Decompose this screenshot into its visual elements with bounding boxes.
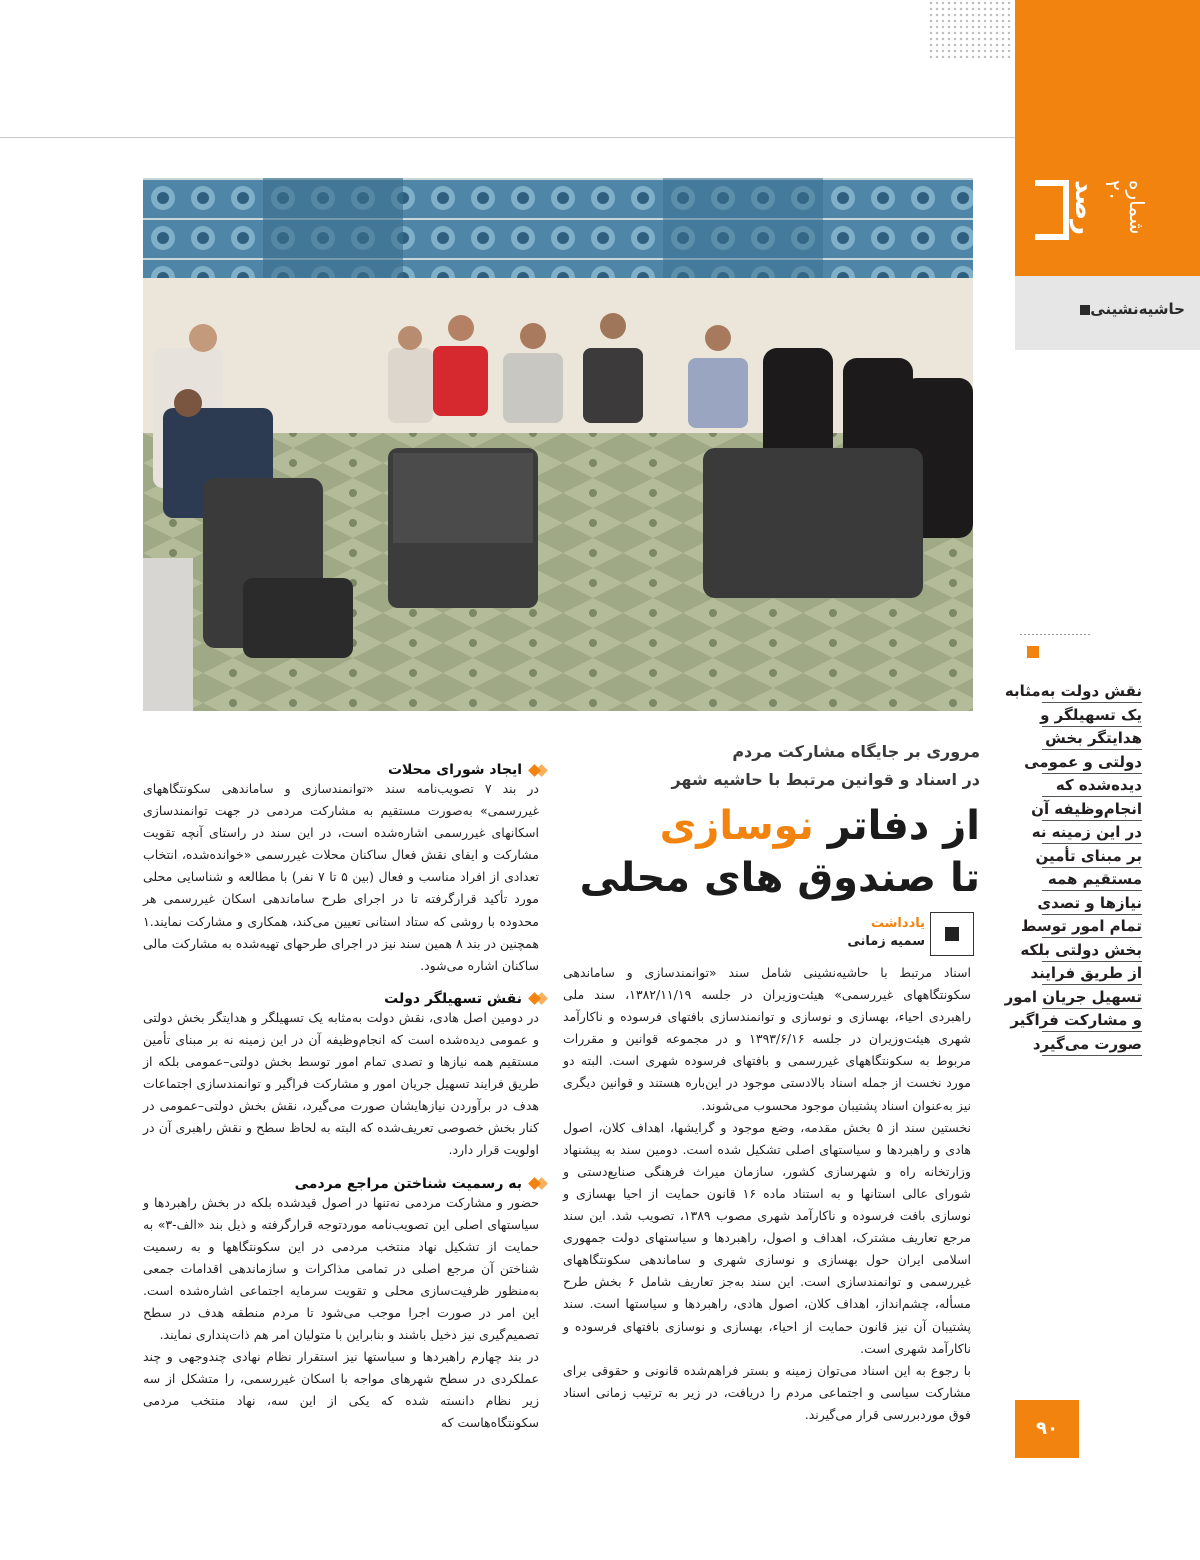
section-heading-text: نقش تسهیلگر دولت (384, 990, 522, 1007)
brand-name: رصد (1069, 180, 1099, 236)
diamond-bullet-icon (528, 992, 541, 1005)
diamond-bullet-icon (528, 764, 541, 777)
title-part: از دفاتر (813, 803, 980, 849)
kicker-line: در اسناد و قوانین مرتبط با حاشیه شهر (671, 770, 980, 789)
section-heading-text: ایجاد شورای محلات (387, 762, 522, 778)
section-tag (1035, 300, 1185, 318)
square-bullet-icon (1080, 305, 1090, 315)
section-heading (143, 991, 539, 1007)
meeting-photo (143, 178, 973, 711)
body-paragraph: اسناد مرتبط با حاشیه‌نشینی شامل سند «توانمندسازی و ساماندهی سکونتگاههای غیررسمی» هیئت‌وزیران در جلسه ۱۳۸۲/۱۱/۱۹، سند ملی راهبردی احیاء، بهسازی و نوسازی و توانمندسازی بافتهای فرسوده و ناکارآمد شهری هیئت‌وزیران در جلسه ۱۳۹۳/۶/۱۶ و در مجموعه قوانین و مقررات مربوط به سکونتگاههای غیررسمی و بافتهای فرسوده شهری است. البته دو مورد نخست از جمله اسناد بالادستی موجود در این‌باره هستند و قوانین دیگری نیز به‌عنوان اسناد پشتیبان موجود محسوب می‌شوند. (563, 965, 972, 1113)
body-paragraph: نخستین سند از ۵ بخش مقدمه، وضع موجود و گرایشها، اهداف کلان، اصول هادی و راهبردها و سیاستهای اصلی تشکیل شده است. دومین سند به پیشنهاد وزارتخانه راه و شهرسازی کشور، سازمان میراث فرهنگی صنایع‌دستی و شورای عالی استانها و به استناد ماده ۱۶ قانون حمایت از احیا بهسازی و نوسازی بافت فرسوده و ناکارآمد شهری مصوب ۱۳۸۹، تصویب شد. این سند مرجع تعاریف مشترک، اهداف و اصول، راهبردها و سیاستهای دولت جمهوری اسلامی ایران حول بهسازی و نوسازی شهری و ساماندهی سکونتگاههای غیررسمی و توانمندسازی است. این سند به‌جز تعاریف شامل ۶ بخش طرح مسأله، چشم‌انداز، اهداف کلان، اصول هادی، راهبردها و سیاستها است. سند پشتیبان آن نیز قانون حمایت از احیاء، بهسازی و نوسازی بافتهای فرسوده و ناکارآمد شهری است. (563, 1119, 971, 1356)
pull-quote-line: یک تسهیلگر و (1042, 704, 1142, 727)
pull-quote-marker-icon (1027, 646, 1039, 658)
sidebar-divider (1020, 634, 1090, 635)
byline-square-icon (930, 912, 974, 956)
pull-quote-line: مستقیم همه (1042, 868, 1142, 891)
body-paragraph: حضور و مشارکت مردمی نه‌تنها در اصول قیدشده بلکه در بخش راهبردها و سیاستهای اصلی این تصویب‌نامه موردتوجه قرارگرفته و ذیل بند «الف-۳» به حمایت از تشکیل نهاد منتخب مردمی در این سکونتگاهها و به رسمیت شناختن آن مرجع اصلی در تمامی مذاکرات و سازماندهی اقدامات جمعی به‌منظور ظرفیت‌سازی محلی و تقویت سرمایه اجتماعی اشاره‌شده است. این امر در صورت اجرا موجب می‌شود تا مردم منطقه هدف در سطح تصمیم‌گیری نیز دخیل باشند و بنابراین با متولیان امر هم ذات‌پنداری نمایند. (143, 1194, 539, 1343)
article-body-right (563, 962, 971, 1426)
byline-type: یادداشت (870, 916, 925, 931)
article-title (470, 800, 980, 904)
brand-logo-icon (1035, 180, 1069, 240)
body-paragraph: در بند چهارم راهبردها و سیاستها نیز استقرار نظام نهادی چندوجهی و چند عملکردی در سطح شهرهای مواجه با اسکان غیررسمی، را متشکل از سه زیر نظام دانسته شده که یکی از این سه، نهاد منتخب مردمی سکونتگاه‌هاست که (143, 1349, 539, 1431)
pull-quote (1004, 680, 1142, 1056)
body-paragraph: با رجوع به این اسناد می‌توان زمینه و بستر فراهم‌شده قانونی و حقوقی برای مشارکت سیاسی و اجتماعی مردم را دریافت، در زیر به ترتیب زمانی اسناد فوق موردبررسی قرار می‌گیرند. (563, 1362, 971, 1422)
pull-quote-line: تسهیل جریان امور (1042, 986, 1142, 1009)
section-heading (143, 762, 539, 778)
pull-quote-line: دیده‌شده که (1042, 774, 1142, 797)
title-highlight: نوسازی (659, 803, 814, 849)
meeting-photo-illustration (143, 178, 973, 711)
pull-quote-line: صورت می‌گیرد (1042, 1033, 1142, 1056)
page-number: ۹۰ (1015, 1400, 1079, 1458)
title-line-2: تا صندوق های محلی (579, 855, 980, 901)
article-body-left (143, 762, 539, 1435)
section-heading-text: به رسمیت شناختن مراجع مردمی (294, 1175, 522, 1192)
issue-label: شماره ۲۰ (1101, 180, 1149, 235)
dot-pattern (928, 0, 1010, 58)
pull-quote-line: نیازها و تصدی (1042, 892, 1142, 915)
section-tag-label: حاشیه‌نشینی (1090, 300, 1185, 318)
pull-quote-line: هدایتگر بخش (1042, 727, 1142, 750)
masthead-brand (1069, 180, 1149, 260)
kicker-line: مروری بر جایگاه مشارکت مردم (732, 742, 980, 761)
pull-quote-line: از طریق فرایند (1042, 962, 1142, 985)
pull-quote-line: دولتی و عمومی (1042, 751, 1142, 774)
article-kicker (560, 738, 980, 794)
section-heading (143, 1176, 539, 1192)
body-paragraph: در بند ۷ تصویب‌نامه سند «توانمندسازی و ساماندهی سکونتگاههای غیررسمی» به‌صورت مستقیم به مشارکت مردمی در جهت توانمندسازی اسکانهای غیررسمی اشاره‌شده است، در این سند در راستای آنچه تقویت مشارکت و ایفای نقش فعال ساکنان محلات غیررسمی «خوانده‌شده، انتخاب تعدادی از افراد مناسب و فعال (بین ۵ تا ۷ نفر) با مطالعه و شناسایی محلی مورد تأکید قرارگرفته تا در اجرای طرح ساماندهی اسکان غیررسمی هر محدوده با روشی که ستاد استانی تعیین می‌کند، همکاری و مشارکت نمایند.۱ همچنین در بند ۸ همین سند نیز در اجرای طرحهای تهیه‌شده به مشارکت مالی ساکنان اشاره می‌شود. (143, 781, 540, 973)
pull-quote-line: در این زمینه نه (1042, 821, 1142, 844)
title-line-1 (470, 800, 980, 852)
header-rule (0, 137, 1015, 138)
diamond-bullet-icon (528, 1177, 541, 1190)
pull-quote-line: بخش دولتی بلکه (1042, 939, 1142, 962)
pull-quote-line: نقش دولت به‌مثابه (1042, 680, 1142, 703)
pull-quote-line: و مشارکت فراگیر (1042, 1009, 1142, 1032)
pull-quote-line: بر مبنای تأمین (1042, 845, 1142, 868)
pull-quote-line: انجام‌وظیفه آن (1042, 798, 1142, 821)
body-paragraph: در دومین اصل هادی، نقش دولت به‌مثابه یک تسهیلگر و هدایتگر بخش دولتی و عمومی دیده‌شده است که انجام‌وظیفه آن در این زمینه نه بر مبنای تأمین مستقیم همه نیازها و تصدی تمام امور توسط بخش دولتی–عمومی بلکه از طریق فرایند تسهیل جریان امور و مشارکت فراگیر و توانمندسازی اجتماعات هدف در برآوردن نیازهایشان صورت می‌گیرد، نقش بخش دولتی–عمومی در کنار بخش خصوصی تعریف‌شده که البته به لحاظ سطح و نقش راهبری آن در اولویت قرار دارد. (143, 1009, 539, 1158)
byline-author: سمیه زمانی (847, 934, 925, 949)
pull-quote-line: تمام امور توسط (1042, 915, 1142, 938)
